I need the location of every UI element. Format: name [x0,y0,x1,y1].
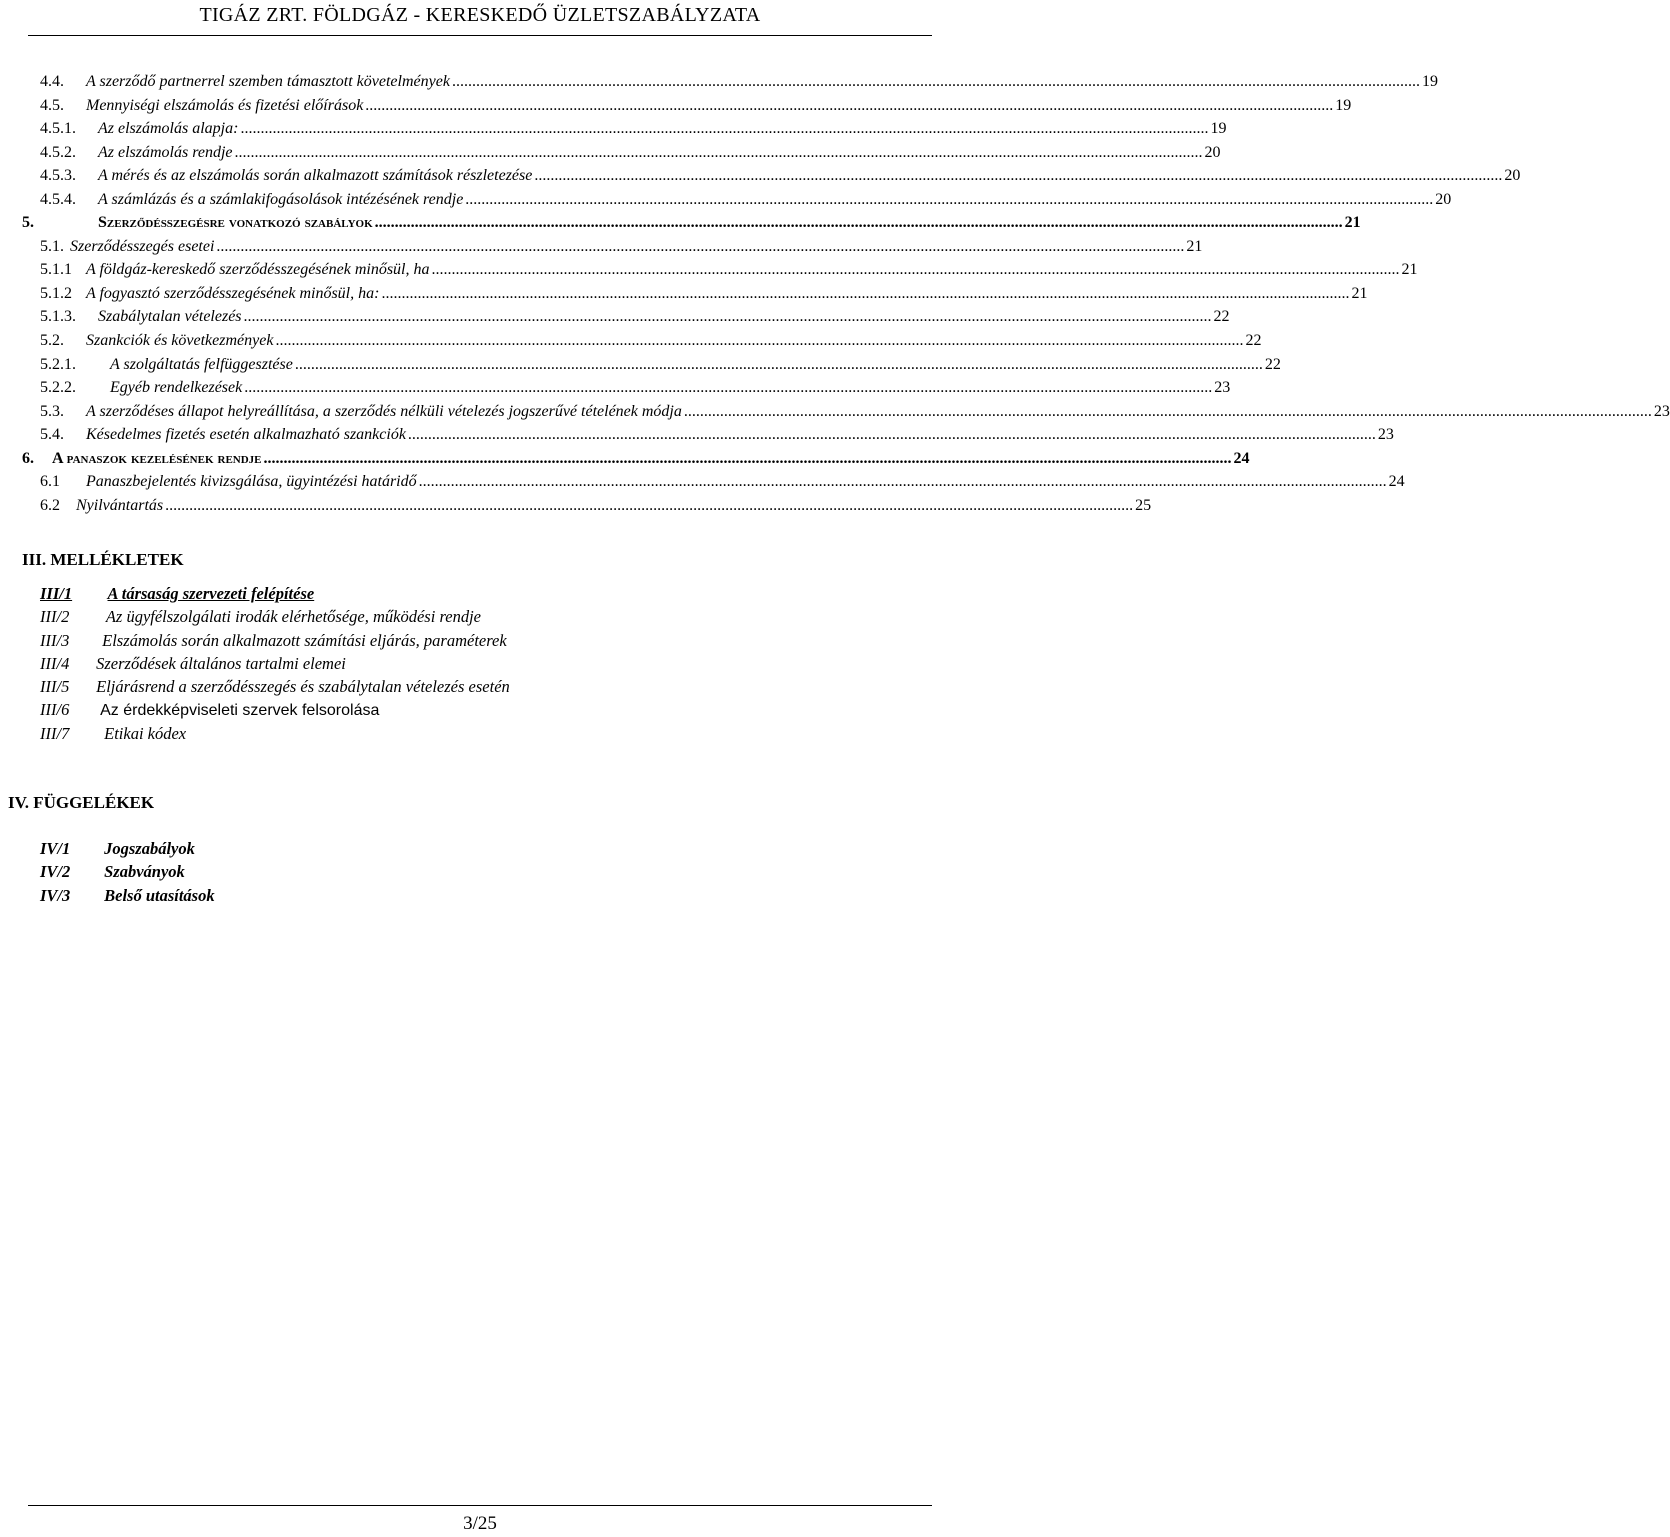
toc-entry[interactable] [40,494,1152,518]
appendix-item[interactable] [40,605,510,628]
toc-entry-title: Szankciók és következmények [86,332,274,350]
supplement-item[interactable] [40,837,215,860]
toc-entry-title: Nyilvántartás [76,496,164,514]
toc-leader [684,400,1652,424]
toc-entry-number: 4.5.3. [40,167,76,185]
toc-entry-title: Szerződésszegésre vonatkozó szabályok [98,214,373,232]
toc-entry-page: 24 [1233,449,1250,467]
toc-entry-page: 22 [1264,355,1281,373]
toc-entry-title: Az elszámolás rendje [98,143,233,161]
toc-entry-page: 21 [1351,284,1368,302]
toc-entry-title: A szerződő partnerrel szemben támasztott követelmények [86,73,450,90]
toc-entry-title: A szolgáltatás felfüggesztése [110,355,293,373]
toc-entry-title: A fogyasztó szerződésszegésének minősül, ha: [86,284,380,302]
supplement-title: Jogszabályok [104,839,195,858]
toc-leader [244,305,1212,329]
appendix-code: III/5 [40,677,70,697]
toc-entry-page: 24 [1388,473,1405,491]
toc-entry-page: 23 [1653,402,1670,420]
toc-entry-chapter[interactable] [22,447,1250,471]
toc-leader [465,188,1433,212]
toc-entry-page: 22 [1245,332,1262,350]
appendix-title: Az ügyfélszolgálati irodák elérhetősége, működési rendje [105,607,481,627]
supplements-list [40,837,215,907]
appendix-title: Eljárásrend a szerződésszegés és szabálytalan vételezés esetén [96,677,510,697]
toc-entry-title: Egyéb rendelkezések [110,379,243,397]
toc-entry-title: A számlázás és a számlakifogásolások intézésének rendje [98,190,464,208]
toc-entry[interactable] [40,470,1405,494]
toc-entry-page: 22 [1213,308,1230,326]
toc-entry-number: 4.4. [40,73,64,90]
appendix-item[interactable] [40,652,510,675]
appendix-item[interactable] [40,722,510,745]
toc-entry-number: 6. [22,449,34,467]
toc-entry[interactable] [40,164,1521,188]
toc-entry-title: A földgáz-kereskedő szerződésszegésének minősül, ha [86,261,430,279]
appendix-title: Etikai kódex [104,723,187,743]
toc-entry-number: 6.2 [40,496,60,514]
toc-entry-page: 20 [1435,190,1452,208]
appendix-item[interactable] [40,582,510,605]
toc-entry[interactable] [40,235,1203,259]
appendix-code: III/7 [40,723,70,743]
supplement-item[interactable] [40,884,215,907]
toc-leader [275,329,1243,353]
toc-leader [365,94,1333,118]
supplement-item[interactable] [40,860,215,883]
appendix-code: III/4 [40,653,70,673]
toc-entry-number: 5.2.1. [40,355,76,373]
appendix-item[interactable] [40,629,510,652]
toc-entry[interactable] [40,188,1452,212]
toc-entry-title: Szerződésszegés esetei [70,237,215,255]
appendix-title: Szerződések általános tartalmi elemei [96,653,346,673]
appendix-item[interactable] [40,698,510,721]
toc-leader [408,423,1376,447]
supplement-code: IV/1 [40,839,71,858]
toc-leader [534,164,1502,188]
toc-entry-page: 20 [1204,143,1221,161]
toc-entry-number: 4.5.1. [40,120,76,138]
toc-leader [295,353,1263,377]
appendices-heading: III. MELLÉKLETEK [22,550,184,569]
toc-entry[interactable] [40,400,1670,424]
toc-entry[interactable] [40,376,1231,400]
toc-entry[interactable] [40,423,1394,447]
toc-leader [452,70,1420,94]
table-of-contents [22,70,1670,517]
supplement-code: IV/2 [40,862,71,882]
toc-leader [244,376,1212,400]
document-header: TIGÁZ ZRT. FÖLDGÁZ - KERESKEDŐ ÜZLETSZABÁLYZATA [199,4,761,26]
toc-entry-page: 25 [1135,496,1152,514]
toc-entry-number: 5.1.3. [40,308,76,326]
toc-leader [235,141,1203,165]
toc-entry-number: 5.4. [40,426,64,444]
header-divider [28,35,932,36]
toc-entry-page: 21 [1186,237,1203,255]
toc-entry-number: 5.1. [40,237,64,255]
supplement-title: Belső utasítások [104,885,215,905]
toc-entry-number: 5.1.1 [40,261,72,279]
toc-entry-title: Az elszámolás alapja: [98,120,239,138]
toc-leader [165,494,1133,518]
toc-entry[interactable] [40,141,1221,165]
footer-divider [28,1505,932,1506]
toc-entry-title: A panaszok kezelésének rendje [52,449,262,467]
toc-entry-title: Mennyiségi elszámolás és fizetési előírások [86,96,364,114]
toc-entry-number: 6.1 [40,473,60,491]
toc-entry[interactable] [40,353,1281,377]
appendix-title: A társaság szervezeti felépítése [107,584,315,603]
supplements-heading: IV. FÜGGELÉKEK [8,793,155,812]
toc-entry-number: 5.3. [40,402,64,420]
supplement-title: Szabványok [104,862,185,882]
toc-entry-number: 5.2.2. [40,379,76,397]
toc-entry-chapter[interactable] [22,211,1361,235]
toc-entry-page: 21 [1401,261,1418,279]
appendix-title: Elszámolás során alkalmazott számítási eljárás, paraméterek [102,630,507,650]
toc-entry[interactable] [40,70,1438,94]
toc-leader [432,258,1400,282]
toc-entry-number: 5.1.2 [40,284,72,302]
toc-entry-title: A szerződéses állapot helyreállítása, a szerződés nélküli vételezés jogszerűvé tételének módja [86,402,682,420]
toc-entry[interactable] [40,282,1368,306]
toc-entry-page: 19 [1421,73,1438,90]
toc-leader [216,235,1184,259]
toc-entry[interactable] [40,94,1352,118]
toc-entry-number: 5. [22,214,34,232]
toc-entry-title: Késedelmes fizetés esetén alkalmazható szankciók [86,426,406,444]
appendices-list [40,582,510,745]
toc-entry[interactable] [40,305,1230,329]
toc-leader [381,282,1349,306]
page-number: 3/25 [463,1513,497,1534]
supplement-code: IV/3 [40,885,71,905]
toc-entry[interactable] [40,329,1262,353]
toc-entry-title: A mérés és az elszámolás során alkalmazott számítások részletezése [98,167,533,185]
toc-entry[interactable] [40,117,1227,141]
toc-entry-page: 23 [1214,379,1231,397]
appendix-code: III/3 [40,630,70,650]
appendix-code: III/1 [40,584,73,603]
toc-entry-number: 5.2. [40,332,64,350]
toc-entry[interactable] [40,258,1418,282]
toc-leader [419,470,1387,494]
toc-entry-page: 20 [1504,167,1521,185]
appendix-item[interactable] [40,675,510,698]
toc-entry-number: 4.5.2. [40,143,76,161]
toc-entry-page: 19 [1210,120,1227,138]
toc-entry-page: 21 [1344,214,1361,232]
toc-entry-title: Szabálytalan vételezés [98,308,242,326]
toc-entry-number: 4.5.4. [40,190,76,208]
toc-leader [375,211,1343,235]
toc-entry-title: Panaszbejelentés kivizsgálása, ügyintézési határidő [86,473,417,491]
toc-leader [264,447,1232,471]
toc-leader [240,117,1208,141]
toc-entry-page: 23 [1377,426,1394,444]
appendix-code: III/6 [40,700,70,720]
toc-entry-number: 4.5. [40,96,64,114]
toc-entry-page: 19 [1335,96,1352,114]
appendix-code: III/2 [40,607,70,627]
appendix-title: Az érdekképviseleti szervek felsorolása [100,702,380,720]
